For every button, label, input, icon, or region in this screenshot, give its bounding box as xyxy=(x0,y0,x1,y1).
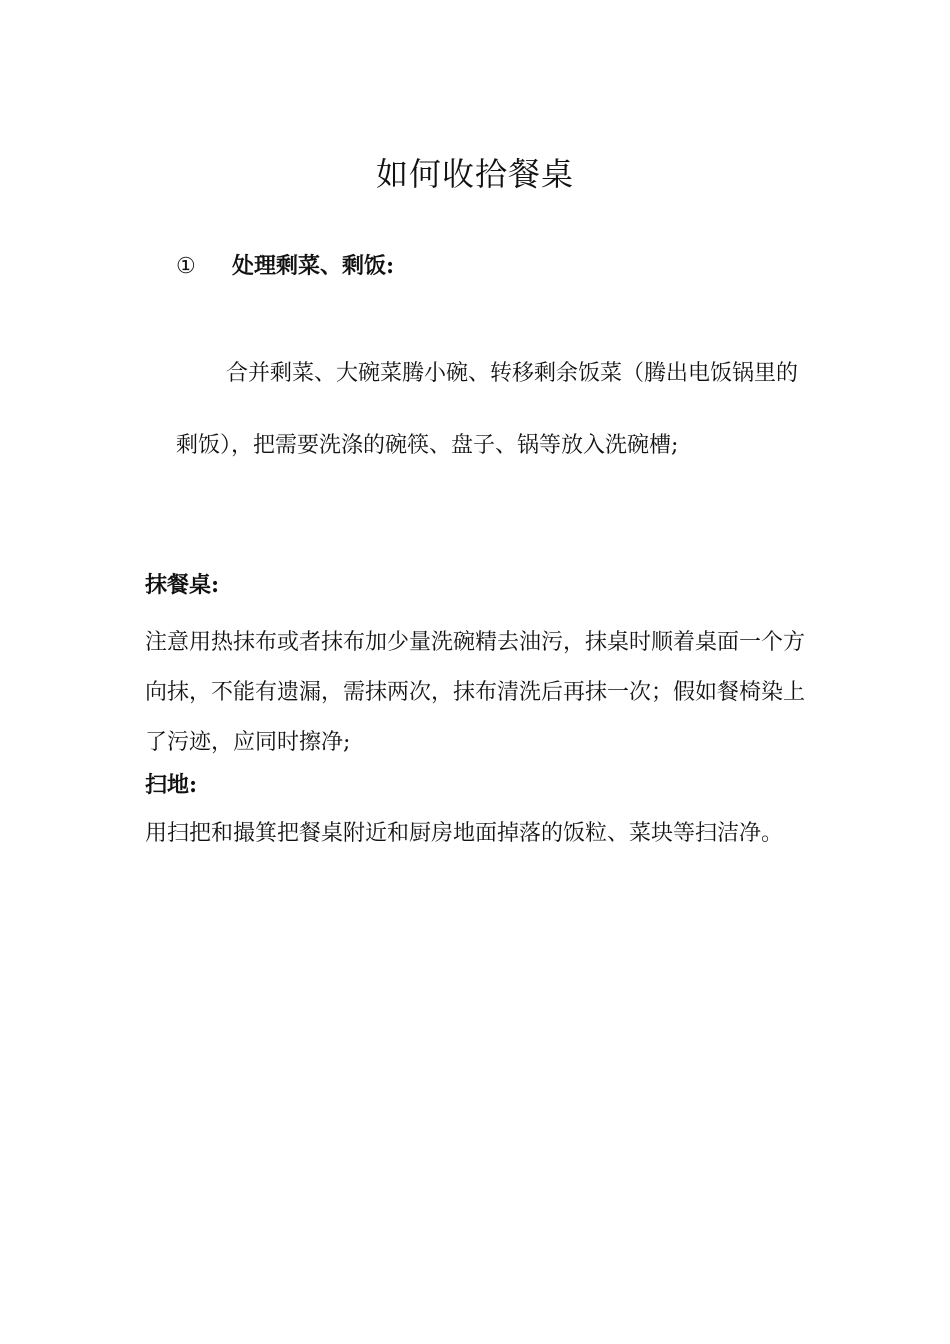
section-heading-text: 处理剩菜、剩饭: xyxy=(232,253,395,279)
section-heading-wipe-table: 抹餐桌: xyxy=(145,572,220,598)
page-title: 如何收拾餐桌 xyxy=(375,155,574,193)
paragraph-sweep: 用扫把和撮箕把餐桌附近和厨房地面掉落的饭粒、菜块等扫洁净。 xyxy=(145,821,784,846)
list-marker: ① xyxy=(176,254,196,279)
paragraph-wipe-table: 注意用热抹布或者抹布加少量洗碗精去油污，抹桌时顺着桌面一个方向抹，不能有遗漏，需抹两次，抹布清洗后再抹一次；假如餐椅染上了污迹，应同时擦净; xyxy=(145,630,806,755)
paragraph-leftovers: 合并剩菜、大碗菜腾小碗、转移剩余饭菜（腾出电饭锅里的剩饭），把需要洗涤的碗筷、盘子、锅等放入洗碗槽; xyxy=(176,361,799,458)
section-heading-sweep: 扫地: xyxy=(145,772,198,798)
section-heading-leftovers xyxy=(176,250,394,283)
